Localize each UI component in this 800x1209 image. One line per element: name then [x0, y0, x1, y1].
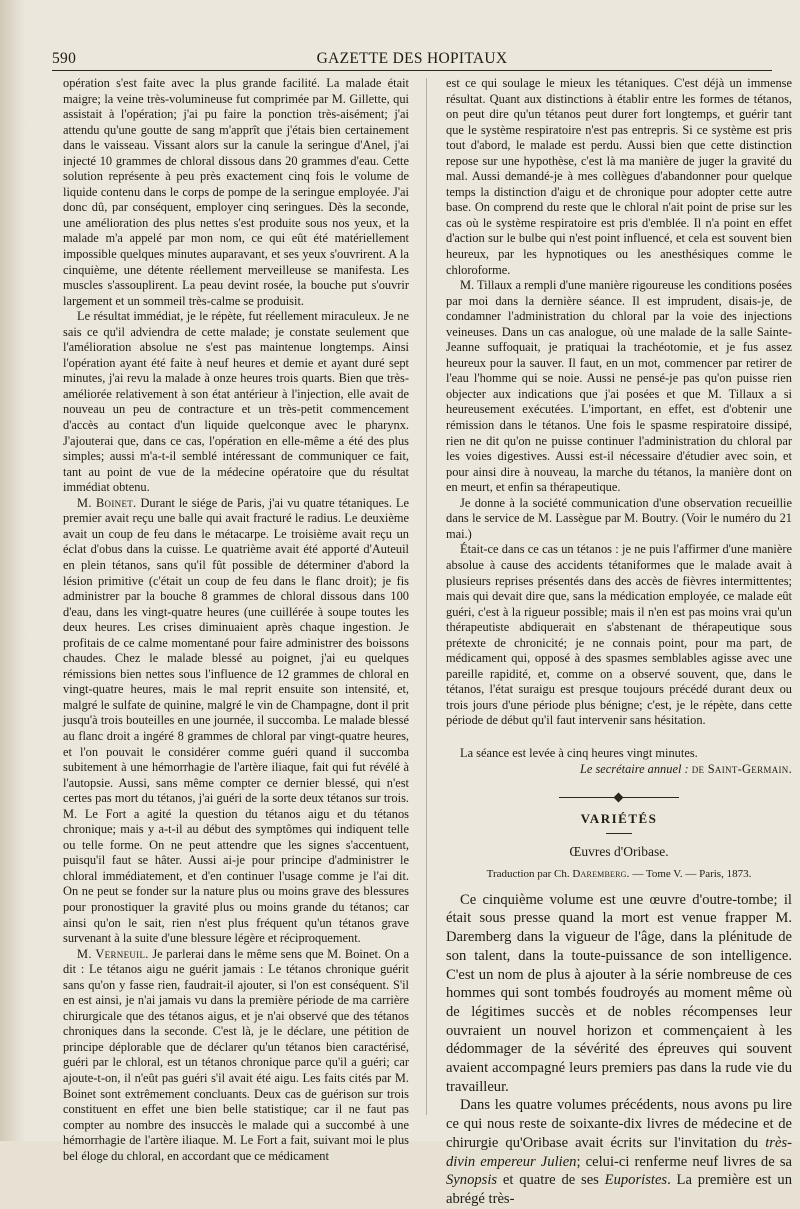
credits-prefix: Traduction par Ch.: [486, 868, 570, 881]
paragraph: [63, 947, 409, 1165]
journal-title: GAZETTE DES HOPITAUX: [316, 50, 508, 67]
page-binding-shadow: [0, 0, 26, 1141]
column-divider: [426, 78, 427, 1115]
page-number: 590: [52, 50, 77, 67]
speaker-name: M. Boinet.: [77, 495, 137, 510]
paragraph-text: et quatre de ses: [502, 1172, 599, 1189]
spacer: [446, 729, 792, 746]
paragraph: Ce cinquième volume est une œuvre d'outre-tombe; il était sous presse quand la mort est venue frapper M. Daremberg dans la vigueur de l'âge, dans la plénitude de son talent, dans la toute-puissance de son intelligence. C'est un nom de plus à ajouter à la série nombreuse de ces hommes qui sont tombés foudroyés au moment même où de légitimes succès et de nobles récompenses leur ouvraient un nouvel horizon et commençaient à les dédommager de la sévérité des épreuves qui souvent avaient accompagné leurs premiers pas dans la rude vie du travailleur.: [446, 891, 792, 1095]
session-closing: La séance est levée à cinq heures vingt minutes.: [460, 745, 698, 760]
speaker-name: M. Verneuil.: [77, 946, 149, 961]
paragraph-text: ; celui-ci renferme neuf livres de sa: [576, 1153, 792, 1170]
paragraph: M. Tillaux a rempli d'une manière rigoureuse les conditions posées par moi dans la dernière séance. Il est imprudent, disais-je, de condamner l'administration du chloral par la voie des injections veineuses. Dans un cas analogue, où une malade de la salle Sainte-Jeanne suffoquait, je pratiquai la trachéotomie, et je fus assez heureux pour la sauver. Il faut, en un mot, commencer par retirer de l'eau l'homme qui se noie. Aussi ne pensé-je pas qu'on puisse rien objecter aux indications que j'ai posées et que M. Tillaux a si heureusement exécutées. L'important, en effet, est d'obtenir une rémission dans le tétanos. Une fois le spasme respiratoire dissipé, rien ne dit qu'on ne puisse continuer l'administration du chloral par les voies digestives. Aussi est-il nécessaire d'étudier avec soin, et pour ainsi dire à nouveau, la marche du tétanos, la manière dont on en meurt, et enfin sa thérapeutique.: [446, 278, 792, 495]
emphasis-text: Euporistes: [604, 1172, 668, 1189]
signature-name: de Saint-Germain.: [691, 761, 792, 776]
emphasis-text: très-divin empereur Julien: [446, 1134, 792, 1170]
paragraph: Le résultat immédiat, je le répète, fut réellement miraculeux. Je ne sais ce qu'il adviendra de cette malade; je constate seulement que l'amélioration absolue ne s'est pas maintenue longtemps. Ainsi l'opération ayant été faite à neuf heures et demie et ayant duré sept minutes, j'ai revu la malade à onze heures trois quarts. Bien que très-améliorée relativement à son état antérieur à l'injection, elle avait de nouveau un peu de contracture et un très-petit commencement d'accès au contact d'un liquide quelconque avec le pharynx. J'ajouterai que, dans ce cas, l'opération en elle-même a été des plus simples; aussi m'a-t-il semblé intéressant de communiquer ce fait, tant au point de vue de la médecine opératoire que du résultat immédiat obtenu.: [63, 309, 409, 495]
credits-name: Daremberg.: [572, 868, 630, 881]
paragraph: Je donne à la société communication d'une observation recueillie dans le service de M. Lassègue par M. Boutry. (Voir le numéro du 21 mai.): [446, 495, 792, 541]
work-title: Œuvres d'Oribase.: [569, 843, 669, 859]
credits-suffix: — Tome V. — Paris, 1873.: [632, 868, 752, 881]
signature: [446, 762, 792, 778]
section-title: VARIÉTÉS: [580, 811, 658, 827]
paragraph: est ce qui soulage le mieux les tétaniques. C'est déjà un immense résultat. Quant aux distinctions à établir entre les formes de tétanos, on peut dire qu'un tétanos peut durer fort longtemps, et guérir tant que le système respiratoire n'est pas entrepris. Si ce système est pris tout d'abord, le malade est perdu. Aussi bien que cette distinction repose sur une hypothèse, c'est là ma manière de juger la gravité du mal. Aussi demandé-je à mes collègues d'abandonner pour quelque temps la distinction d'aigu et de chronique pour adopter cette autre base. On comprend du reste que le chloral n'ait point de prise sur les cas où le système respiratoire est pris d'emblée. Il n'a point en effet d'action sur le bulbe qui n'est point influencé, et cela est souvent bien heureux, par les hypnotiques ou les anesthésiques comme le chloroforme.: [446, 76, 792, 277]
paragraph-text: Dans les quatre volumes précédents, nous avons pu lire ce qui nous reste de soixante-dix livres de médecine et de chirurgie qu'Oribase avait écrits sur l'invitation du: [446, 1097, 792, 1151]
paragraph: opération s'est faite avec la plus grande facilité. La malade était maigre; la veine très-volumineuse fut comprimée par M. Gillette, qui assistait à l'opération; j'ai pu faire la ponction très-aisément; j'ai attendu qu'une goutte de sang m'apprît que j'étais bien certainement dans le vaisseau. Vissant alors sur la canule la seringue d'Anel, j'ai injecté 10 grammes de chloral dissous dans 20 grammes d'eau. Cette solution représente à peu près exactement cinq fois le volume de liquide contenu dans le corps de pompe de la seringue employée. J'ai donc dû, par conséquent, employer cinq seringues. Dès la seconde, une amélioration des plus nettes s'est produite sous nos yeux, et la malade m'a appelé par mon nom, ce qui eût été matériellement impossible quelques minutes auparavant, et ses yeux s'ouvrirent. A la cinquième, une détente réellement merveilleuse se manifesta. Les muscles s'assouplirent. La peau devint rosée, la bouche put s'ouvrir largement et un sommeil très-calme se produisit.: [63, 76, 409, 308]
section-rule: [606, 833, 632, 834]
signature-role: Le secrétaire annuel :: [580, 761, 689, 776]
right-column: [446, 76, 792, 1207]
page-header: [52, 42, 772, 68]
paragraph-text: Je parlerai dans le même sens que M. Boinet. On a dit : Le tétanos aigu ne guérit jamais : Le tétanos chronique guérit sans qu'on y fasse rien, faudrait-il ajouter, si l'on est conséquent. S'il en est ainsi, je n'ai jamais vu dans la première période de ma carrière chirurgicale que des tétanos aigus, et je n'ai observé que des tétanos chroniques dans la seconde. C'est là, je le déclare, une pétition de principe déplorable que de déclarer qu'un tétanos bien caractérisé, guéri par le chloral, est un tétanos chronique parce qu'il a guéri; car ajoute-t-on, il n'eût pas guéri s'il avait été aigu. Les faits cités par M. Boinet sont extrêmement concluants. Deux cas de guérison sur trois constituent en effet une bien belle statistique; car il ne faut pas compter au nombre des insuccès le malade qui a succombé à une hémorrhagie de l'artère iliaque. M. Le Fort a fait, suivant moi le plus bel éloge du chloral, en accordant que ce médicament: [63, 946, 409, 1163]
left-column: [63, 76, 409, 1163]
header-rule: [52, 70, 772, 71]
paragraph: Était-ce dans ce cas un tétanos : je ne puis l'affirmer d'une manière absolue à cause des accidents tétaniformes que le malade avait à plusieurs reprises présentés dans des accès de fièvres intermittentes; mais qui devait dire que, sans la médication employée, ce malade eût guéri, c'est à la rigueur possible; mais il n'en est pas moins vrai qu'un thérapeutiste abdiquerait en s'abstenant de thérapeutique sous prétexte de chronicité; je ne connais point, pour ma part, de médicament qui, opposé à des spasmes semblables agisse avec une pareille rapidité, et, comme on a observé souvent, que, dans le tétanos, l'état suraigu est presque toujours précédé durant deux ou trois jours d'une période plus bénigne; c'est, je le répète, dans cette période de début qu'il faut intervenir sans hésitation.: [446, 542, 792, 728]
paragraph-text: . La première est un abrégé très-: [446, 1172, 792, 1207]
paragraph-text: Durant le siége de Paris, j'ai vu quatre tétaniques. Le premier avait reçu une balle qui avait fracturé le radius. Le deuxième avait un coup de feu dans le métacarpe. Le troisième avait reçu un éclat d'obus dans la cuisse. Le quatrième avait été apporté d'Auteuil en plein tétanos, sans qu'il fût possible de déterminer d'abord la lésion primitive (c'était un coup de feu dans le flanc droit); je fis administrer par la bouche 8 grammes de chloral dissous dans 100 d'eau, dans les vingt-quatre heures (une cuillérée à soupe toutes les deux heures. Les crises diminuaient après chaque ingestion. Je profitais de ce calme momentané pour faire administrer des boissons chaudes. Chez le malade blessé au poignet, j'ai eu quelques rémissions bien nettes sous l'influence de 12 grammes de chloral en vingt-quatre heures, mais le mal reprit ensuite son intensité, et, malgré le sulfate de quinine, malgré le vin de Champagne, dont il prit jusqu'à trois bouteilles en une journée, il succomba. Le malade blessé au flanc droit a ingéré 8 grammes de chloral par vingt-quatre heures, et l'on pouvait le considérer comme guéri quand il succomba subitement à une hémorrhagie de l'artère iliaque, fait qui fut révélé à l'autopsie. Aussi, sans même compter ce dernier blessé, qui n'est certes pas mort du tétanos, j'ai guéri de la sorte deux tétanos sur trois. M. Le Fort a agité la question du tétanos aigu et du tétanos chronique; mais y a-t-il au début des symptômes qui indiquent telle ou telle forme. On ne peut attendre que les signes s'accentuent, puisqu'il faut se hâter. Aussi ai-je pour principe d'administrer le chloral immédiatement, et d'en continuer l'usage comme je l'ai dit. On ne peut se fonder sur la nature plus ou moins grave des blessures pour pronostiquer la gravité plus ou moins grande du tétanos; car ainsi qu'on le sait, rien n'est plus fréquent qu'un tétanos grave survenant à la suite d'une blessure légère et réciproquement.: [63, 495, 409, 946]
emphasis-text: Synopsis: [446, 1172, 498, 1189]
ornament-divider: [559, 795, 679, 801]
paragraph: [63, 496, 409, 947]
paragraph: [446, 1096, 792, 1208]
review-body: [446, 891, 792, 1209]
work-credits: [446, 867, 792, 883]
